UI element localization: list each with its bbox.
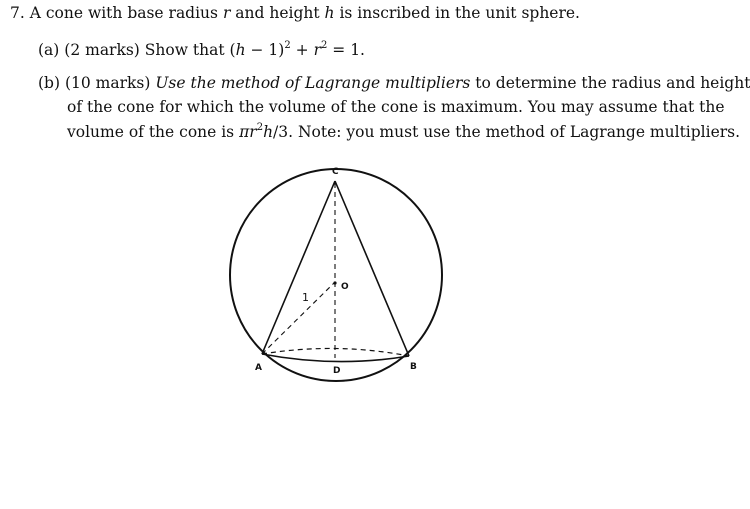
problem-intro: 7. A cone with base radius r and height h is inscribed in the unit sphere. — [10, 4, 580, 22]
part-b-line-3: volume of the cone is $\pi r^2h/3$. Note: you must use the method of Lagrange multipliers. — [67, 121, 741, 141]
label-b: B — [410, 362, 417, 372]
cone-right-edge — [335, 181, 409, 356]
part-b-line-2: of the cone for which the volume of the cone is maximum. You may assume that the — [67, 98, 725, 116]
part-a: (a) (2 marks) Show that $(h - 1)^2 + r^2 = 1$. — [38, 39, 365, 59]
part-b-line-1: (b) (10 marks) Use the method of Lagrange multipliers to determine the radius and height — [38, 74, 750, 92]
problem-number: 7. — [10, 4, 25, 22]
label-o: O — [341, 282, 349, 292]
part-b-label: (b) — [38, 74, 61, 92]
label-a: A — [255, 363, 262, 373]
part-b-italic: Use the method of Lagrange multipliers — [155, 74, 471, 92]
cone-left-edge — [262, 181, 335, 354]
part-a-label: (a) — [38, 41, 60, 59]
sphere-outline — [230, 169, 442, 381]
part-a-equation: $(h - 1)^2 + r^2 = 1$. — [229, 39, 365, 59]
center-point — [333, 281, 336, 284]
radius-line — [262, 283, 334, 354]
label-radius-1: 1 — [302, 291, 309, 304]
label-d: D — [333, 366, 341, 376]
label-c: C — [332, 167, 339, 177]
